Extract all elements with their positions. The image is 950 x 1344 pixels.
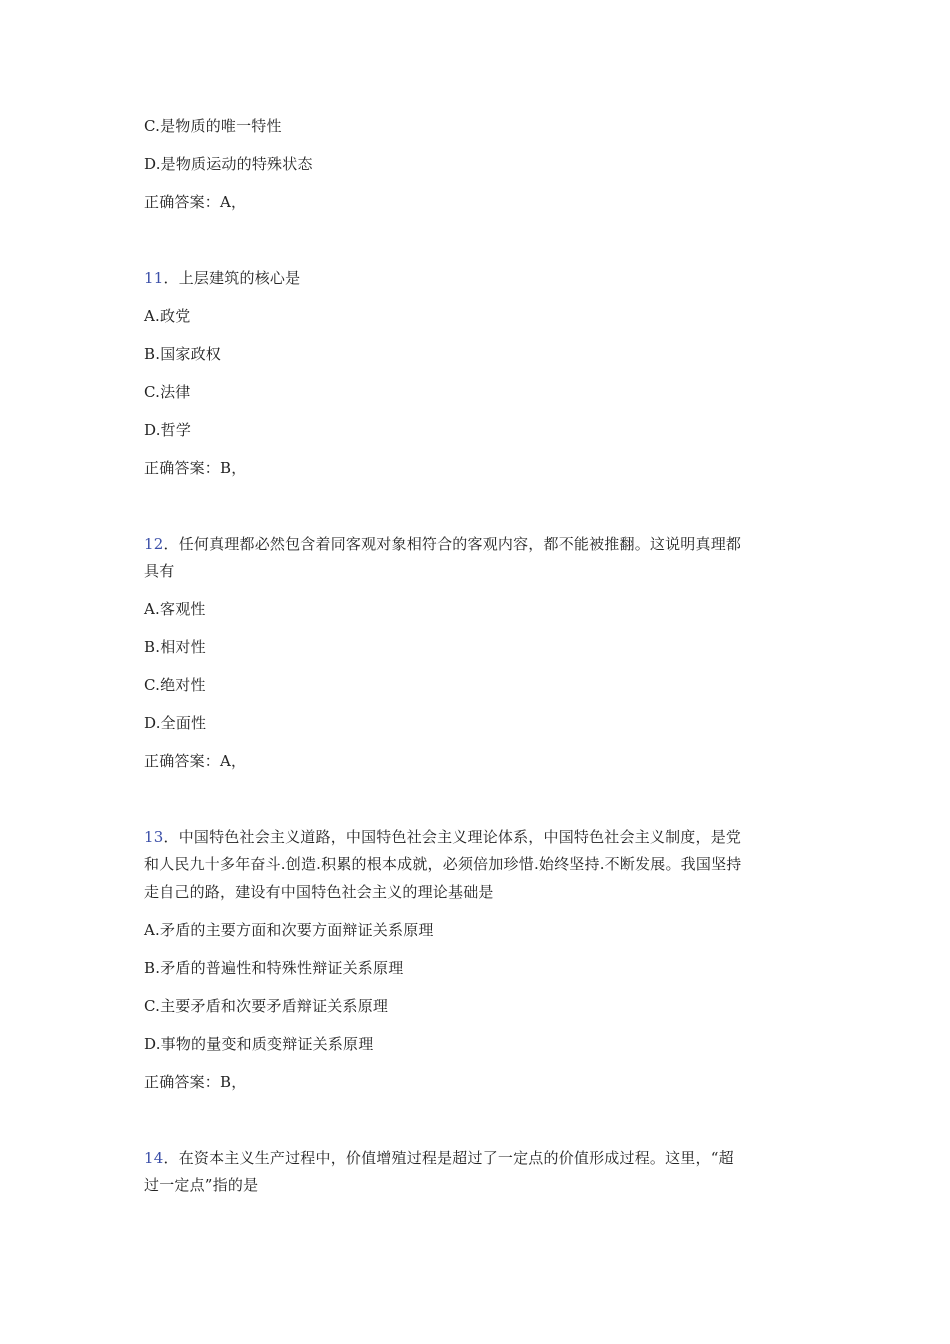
option-d: D.事物的量变和质变辩证关系原理 bbox=[144, 1035, 374, 1053]
question-text: 中国特色社会主义道路，中国特色社会主义理论体系，中国特色社会主义制度，是党 bbox=[178, 828, 742, 846]
question-13-stem bbox=[144, 824, 741, 850]
answer-line: 正确答案：B， bbox=[144, 1073, 247, 1091]
option-d: D.是物质运动的特殊状态 bbox=[144, 155, 313, 173]
question-number: 11 bbox=[144, 269, 164, 287]
question-text-continuation: 和人民九十多年奋斗.创造.积累的根本成就，必须倍加珍惜.始终坚持.不断发展。我国坚持 bbox=[144, 855, 742, 873]
question-number: 12 bbox=[144, 535, 164, 553]
option-c: C.法律 bbox=[144, 383, 191, 401]
option-c: C.绝对性 bbox=[144, 676, 206, 694]
question-12-stem bbox=[144, 531, 741, 557]
answer-line: 正确答案：A， bbox=[144, 193, 247, 211]
question-number: 13 bbox=[144, 828, 164, 846]
question-separator: ． bbox=[163, 1149, 179, 1167]
question-separator: ． bbox=[163, 828, 179, 846]
option-c: C.主要矛盾和次要矛盾辩证关系原理 bbox=[144, 997, 389, 1015]
answer-line: 正确答案：A， bbox=[144, 752, 247, 770]
option-d: D.哲学 bbox=[144, 421, 192, 439]
option-a: A.矛盾的主要方面和次要方面辩证关系原理 bbox=[144, 921, 434, 939]
option-b: B.国家政权 bbox=[144, 345, 221, 363]
question-11-stem bbox=[144, 265, 300, 291]
question-text-continuation: 过一定点”指的是 bbox=[144, 1176, 259, 1194]
question-14-stem bbox=[144, 1145, 734, 1171]
question-text-continuation: 走自己的路，建设有中国特色社会主义的理论基础是 bbox=[144, 883, 494, 901]
option-d: D.全面性 bbox=[144, 714, 207, 732]
question-separator: ． bbox=[163, 535, 179, 553]
answer-line: 正确答案：B， bbox=[144, 459, 247, 477]
option-b: B.矛盾的普遍性和特殊性辩证关系原理 bbox=[144, 959, 404, 977]
question-number: 14 bbox=[144, 1149, 164, 1167]
question-text: 任何真理都必然包含着同客观对象相符合的客观内容，都不能被推翻。这说明真理都 bbox=[178, 535, 742, 553]
option-a: A.客观性 bbox=[144, 600, 206, 618]
question-separator: ． bbox=[163, 269, 179, 287]
option-b: B.相对性 bbox=[144, 638, 206, 656]
option-c: C.是物质的唯一特性 bbox=[144, 117, 282, 135]
option-a: A.政党 bbox=[144, 307, 191, 325]
question-text: 上层建筑的核心是 bbox=[178, 269, 301, 287]
question-text-continuation: 具有 bbox=[144, 562, 175, 580]
question-text: 在资本主义生产过程中，价值增殖过程是超过了一定点的价值形成过程。这里，“超 bbox=[178, 1149, 734, 1167]
